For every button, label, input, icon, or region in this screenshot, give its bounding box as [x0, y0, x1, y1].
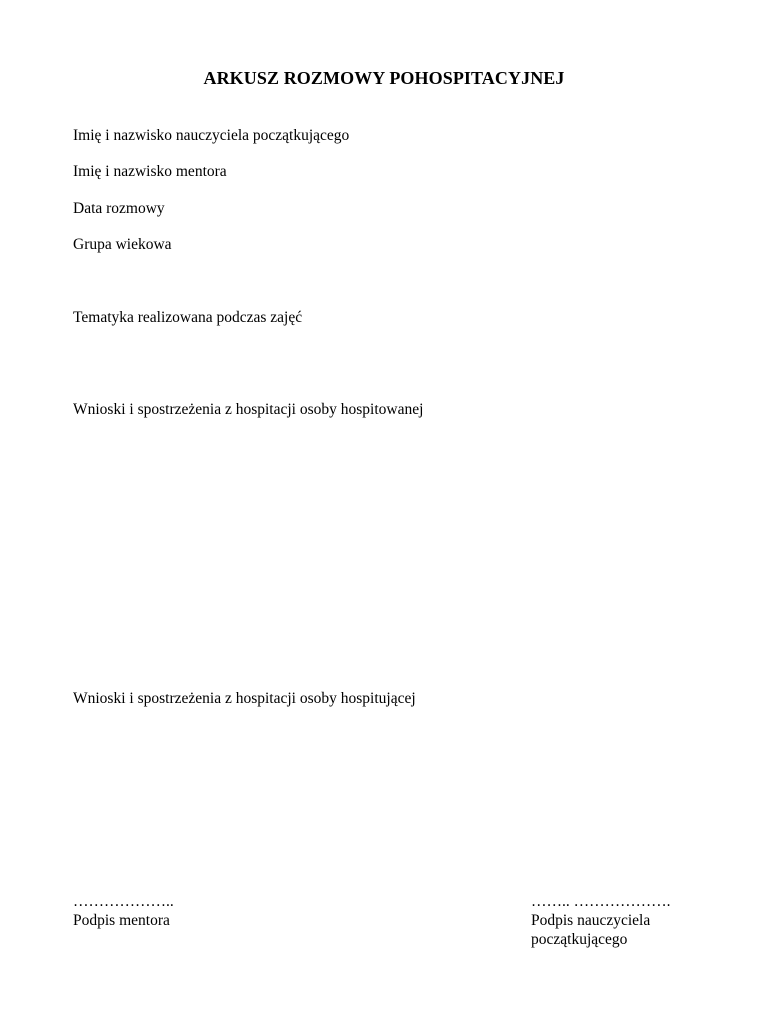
mentor-signature-line: ………………..: [73, 893, 174, 910]
mentor-name-label: Imię i nazwisko mentora: [73, 163, 227, 180]
teacher-signature-label: Podpis nauczyciela początkującego: [531, 912, 651, 948]
mentor-signature-label: Podpis mentora: [73, 912, 170, 929]
teacher-name-label: Imię i nazwisko nauczyciela początkującego: [73, 127, 350, 144]
teacher-signature-line: …….. ……………….: [531, 893, 671, 910]
teacher-signature-block: [531, 892, 731, 949]
observed-conclusions-label: Wnioski i spostrzeżenia z hospitacji osoby hospitowanej: [73, 401, 424, 418]
date-label: Data rozmowy: [73, 200, 165, 217]
age-group-label: Grupa wiekowa: [73, 236, 172, 253]
observer-conclusions-label: Wnioski i spostrzeżenia z hospitacji osoby hospitującej: [73, 690, 416, 707]
page-title: ARKUSZ ROZMOWY POHOSPITACYJNEJ: [203, 68, 565, 88]
topics-label: Tematyka realizowana podczas zajęć: [73, 309, 303, 326]
mentor-signature-block: [73, 892, 174, 930]
